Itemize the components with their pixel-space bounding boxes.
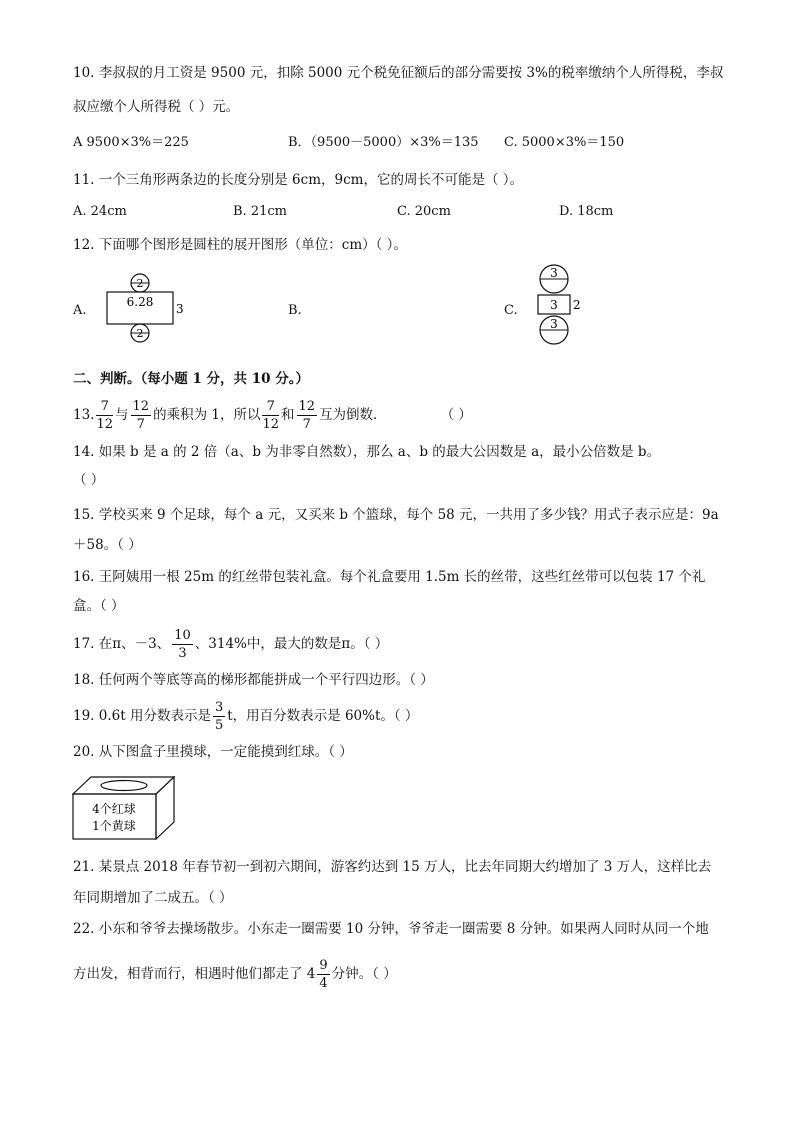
q10-option-c: C. 5000×3%＝150 <box>504 135 625 150</box>
q13-question: 13. $\frac{7}{12}$ 与 $\frac{12}{7}$ 的乘积为 1，所以 $\frac{7}{12}$ 和 $\frac{12}{7}$ 互为倒数． （ ） <box>73 398 472 432</box>
box-side-face <box>156 777 174 839</box>
rect-width-label: 6.28 <box>126 295 154 309</box>
q14-line2: （ ） <box>73 472 105 488</box>
rect-side-label: 2 <box>573 298 581 312</box>
q13-number: 13. <box>73 407 95 423</box>
q12-option-c: C. <box>504 303 518 318</box>
cylinder-net-figure-a <box>100 268 190 350</box>
q10-line2: 叔应缴个人所得税（ ）元。 <box>73 99 240 115</box>
rect-label: 3 <box>550 298 558 312</box>
q11-option-a: A. 24cm <box>73 204 127 219</box>
q14-line1: 14. 如果 b 是 a 的 2 倍（a、b 为非零自然数），那么 a、b 的最大公因数是 a，最小公倍数是 b。 <box>73 444 661 460</box>
q12-question: 12. 下面哪个图形是圆柱的展开图形（单位：cm）（ ）。 <box>73 237 407 253</box>
q19-fraction: $\frac{3}{5}$ <box>214 699 224 733</box>
q13-fraction-4: $\frac{12}{7}$ <box>298 398 316 432</box>
q11-option-b: B. 21cm <box>233 204 287 219</box>
q22-line1: 22. 小东和爷爷去操场散步。小东走一圈需要 10 分钟，爷爷走一圈需要 8 分钟。如果两人同时从同一个地 <box>73 921 709 937</box>
q18-question: 18. 任何两个等底等高的梯形都能拼成一个平行四边形。（ ） <box>73 672 434 688</box>
bottom-circle-label: 3 <box>550 317 558 331</box>
q22-line2: 方出发，相背而行，相遇时他们都走了 4 $\frac{9}{4}$ 分钟。（ ） <box>73 957 397 991</box>
q10-option-b: B．（9500－5000）×3%＝135 <box>288 135 479 150</box>
q15-line1: 15. 学校买来 9 个足球，每个 a 元，又买来 b 个篮球，每个 58 元，一共用了多少钱？用式子表示应是：9a <box>73 507 719 523</box>
top-circle-label: 2 <box>136 277 144 290</box>
q16-line1: 16. 王阿姨用一根 25m 的红丝带包装礼盒。每个礼盒要用 1.5m 长的丝带，这些红丝带可以包装 17 个礼 <box>73 569 706 585</box>
box-yellow-ball-label: 1个黄球 <box>92 819 136 833</box>
rect-height-label: 3 <box>176 302 184 316</box>
q10-line1: 10. 李叔叔的月工资是 9500 元，扣除 5000 元个税免征额后的部分需要按 3%的税率缴纳个人所得税，李叔 <box>73 65 724 81</box>
q16-line2: 盒。（ ） <box>73 598 125 614</box>
box-red-ball-label: 4个红球 <box>92 802 136 816</box>
q17-question: 17. 在π、－3、 $\frac{10}{3}$ 、314%中，最大的数是π。（ ） <box>73 627 389 661</box>
q13-fraction-1: $\frac{7}{12}$ <box>96 398 114 432</box>
q11-option-d: D. 18cm <box>559 204 614 219</box>
q17-fraction: $\frac{10}{3}$ <box>174 627 191 661</box>
q15-line2: ＋58。（ ） <box>73 537 142 553</box>
q21-line2: 年同期增加了二成五。（ ） <box>73 890 233 906</box>
q13-fraction-3: $\frac{7}{12}$ <box>262 398 280 432</box>
cylinder-net-figure-c <box>530 263 590 351</box>
q10-option-a: A 9500×3%＝225 <box>73 135 189 150</box>
q13-fraction-2: $\frac{12}{7}$ <box>132 398 150 432</box>
q21-line1: 21. 某景点 2018 年春节初一到初六期间，游客约达到 15 万人，比去年同期大约增加了 3 万人，这样比去 <box>73 859 712 875</box>
q19-question: 19. 0.6t 用分数表示是 $\frac{3}{5}$ t，用百分数表示是 60%t。（ ） <box>73 699 419 733</box>
q22-fraction: $\frac{9}{4}$ <box>319 957 328 991</box>
bottom-circle-label: 2 <box>136 327 144 340</box>
ball-box-figure <box>72 776 176 840</box>
q11-option-c: C. 20cm <box>397 204 451 219</box>
section-2-title: 二、判断。（每小题 1 分，共 10 分。） <box>73 371 309 387</box>
q12-option-a: A. <box>73 303 87 318</box>
top-circle-label: 3 <box>550 266 558 280</box>
q11-question: 11. 一个三角形两条边的长度分别是 6cm，9cm，它的周长不可能是（ ）。 <box>73 172 523 188</box>
q20-question: 20. 从下图盒子里摸球，一定能摸到红球。（ ） <box>73 744 353 760</box>
q13-answer-paren: （ ） <box>440 407 472 423</box>
q12-option-b: B. <box>288 303 302 318</box>
box-opening <box>101 781 147 791</box>
